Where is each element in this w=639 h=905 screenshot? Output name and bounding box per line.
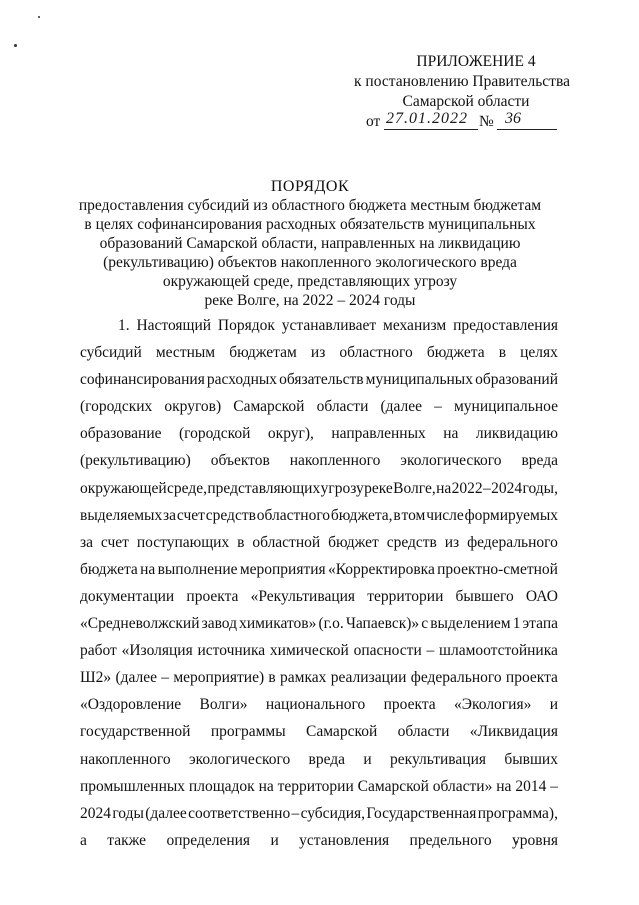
- body-line: бюджета на выполнение мероприятия «Корректировка проектно-сметной: [80, 560, 558, 578]
- appendix-title: ПРИЛОЖЕНИЕ 4: [416, 53, 536, 70]
- title-line: окружающей среде, представляющих угрозу: [162, 273, 458, 290]
- handwritten-number: 36: [497, 109, 557, 130]
- scan-speck: [14, 44, 17, 47]
- handwritten-date: 27.01.2022: [384, 109, 478, 130]
- body-paragraph: [80, 316, 558, 858]
- body-line: 1. Настоящий Порядок устанавливает механизм предоставления: [118, 317, 558, 334]
- body-line: образование (городской округ), направленных на ликвидацию: [80, 425, 558, 443]
- title-heading: ПОРЯДОК: [270, 178, 350, 195]
- body-line: софинансирования расходных обязательств муниципальных образований: [80, 371, 558, 389]
- title-line: образований Самарской области, направленных на ликвидацию: [99, 235, 521, 252]
- body-line: за счет поступающих в областной бюджет средств из федерального: [80, 533, 558, 551]
- number-prefix: №: [479, 113, 494, 130]
- body-line: «Оздоровление Волги» национального проекта «Экология» и: [80, 696, 558, 714]
- body-line: работ «Изоляция источника химической опасности – шламоотстойника: [80, 642, 558, 660]
- body-line: государственной программы Самарской области «Ликвидация: [80, 723, 558, 741]
- appendix-block: [352, 52, 572, 134]
- body-line: (рекультивацию) объектов накопленного экологического вреда: [80, 452, 558, 470]
- body-line: выделяемых за счет средств областного бюджета, в том числе формируемых: [80, 506, 558, 524]
- body-line: окружающей среде, представляющих угрозу реке Волге, на 2022 – 2024 годы,: [80, 479, 558, 497]
- scan-speck: [38, 16, 40, 18]
- body-line: 2024 годы (далее соответственно – субсидия, Государственная программа),: [80, 804, 558, 822]
- body-line: субсидий местным бюджетам из областного бюджета в целях: [80, 344, 558, 362]
- document-title: [60, 177, 560, 310]
- body-line: промышленных площадок на территории Самарской области» на 2014 –: [80, 777, 558, 795]
- date-prefix: от: [366, 113, 381, 130]
- title-line: предоставления субсидий из областного бюджета местным бюджетам: [78, 197, 542, 214]
- body-line: а также определения и установления предельного уровня: [80, 831, 558, 849]
- title-line: в целях софинансирования расходных обязательств муниципальных: [84, 216, 536, 233]
- body-line: Ш2» (далее – мероприятие) в рамках реализации федерального проекта: [80, 669, 558, 687]
- body-line: «Средневолжский завод химикатов» (г.о. Чапаевск)» с выделением 1 этапа: [80, 615, 558, 633]
- body-line: накопленного экологического вреда и рекультивация бывших: [80, 750, 558, 768]
- body-line: (городских округов) Самарской области (далее – муниципальное: [80, 398, 558, 416]
- appendix-region-line: Самарской области: [402, 93, 530, 110]
- title-line: (рекультивацию) объектов накопленного экологического вреда: [103, 254, 517, 271]
- appendix-date-line: [366, 112, 572, 134]
- body-line: документации проекта «Рекультивация территории бывшего ОАО: [80, 587, 558, 605]
- title-line: реке Волге, на 2022 – 2024 годы: [204, 292, 416, 309]
- appendix-resolution-line: к постановлению Правительства: [354, 73, 570, 90]
